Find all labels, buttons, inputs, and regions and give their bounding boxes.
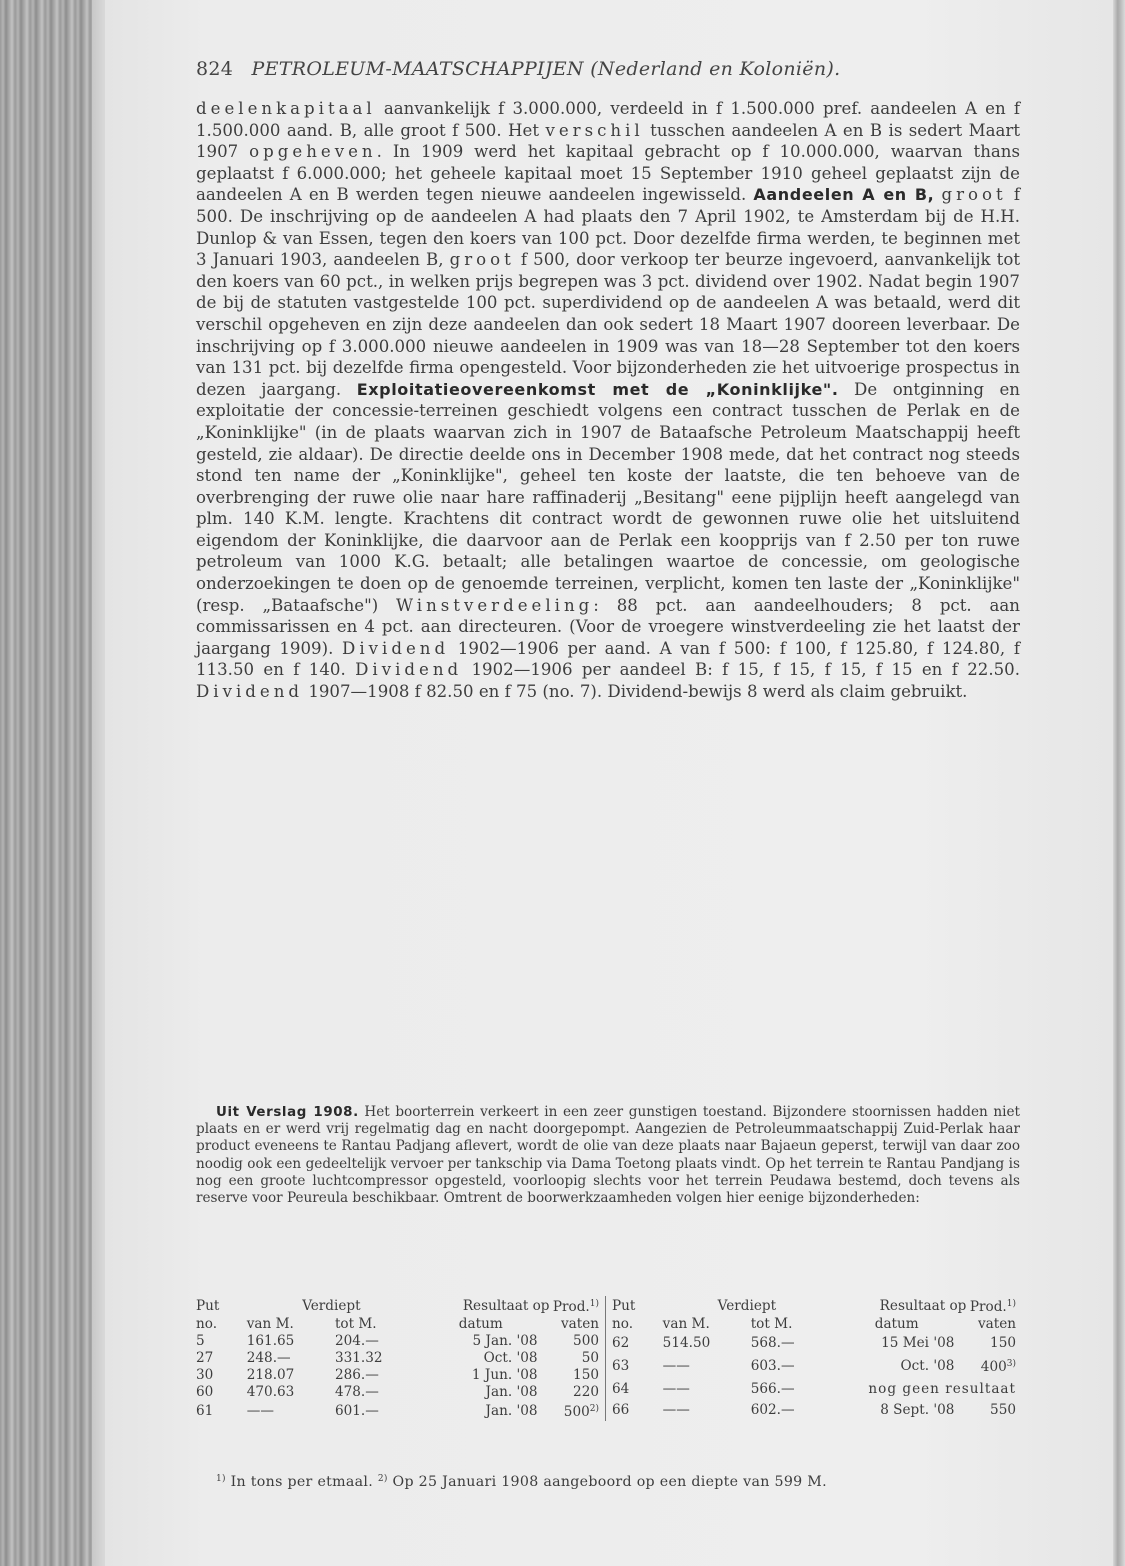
text-run: aanvankelijk f 3.000.000, verdeeld in f 1.500.000 pref. aandeelen A en f 1.500.000 aand. B, alle groot f 500. Het (196, 99, 1020, 140)
cell-put-no: 66 (612, 1401, 630, 1418)
table-row (612, 1379, 1022, 1400)
spaced-emphasis-run: Dividend (355, 660, 463, 680)
running-header (196, 58, 1026, 80)
paragraph-company-details (196, 98, 1020, 703)
cell-put-no: 63 (612, 1357, 630, 1374)
text-run: tusschen aandeelen A en B is sedert Maart 1907 (196, 120, 1020, 162)
header-datum: datum (458, 1316, 503, 1332)
text-run: 1902—1906 per aand. A van f 500: f 100, f 125.80, f 124.80, f 113.50 en f 140. (196, 638, 1020, 680)
header-resultaat: Resultaat op (879, 1297, 967, 1314)
cell-datum: 8 Sept. '08 (880, 1401, 955, 1418)
cell-van: 470.63 (246, 1384, 295, 1400)
header-datum: datum (874, 1316, 919, 1332)
book-binding-gutter (0, 0, 105, 1566)
cell-van: 248.— (246, 1350, 291, 1366)
table-row (196, 1384, 606, 1401)
text-run: f 500. De inschrijving op de aandeelen A had plaats den 7 April 1902, te Amsterdam bij de H.H. Dunlop & van Essen, tegen den koers van 100 pct. Door dezelfde firma werden, te beginnen met 3 Januari 1903, aandeelen B, (196, 185, 1020, 270)
cell-vaten: 550 (990, 1401, 1016, 1418)
header-put: Put (612, 1297, 636, 1314)
cell-tot: 331.32 (334, 1350, 383, 1366)
cell-tot: 204.— (334, 1333, 379, 1349)
cell-van: 161.65 (246, 1333, 295, 1349)
spaced-emphasis-run: Dividend (342, 638, 450, 658)
cell-van: 218.07 (246, 1367, 295, 1383)
footnote-mark: 3) (1006, 1359, 1016, 1370)
cell-put-no: 61 (196, 1402, 214, 1419)
header-vaten: vaten (977, 1316, 1016, 1332)
well-table (196, 1296, 1022, 1421)
well-table-right (612, 1296, 1022, 1421)
cell-tot: 603.— (750, 1357, 795, 1374)
text-run: . In 1909 werd het kapitaal gebracht op f 10.000.000, waarvan thans geplaatst f 6.000.000; het geheele kapitaal moet 15 September 1910 geheel geplaatst zijn de aandeelen A en B werden tegen nieuwe aandeelen ingewisseld. (196, 142, 1020, 205)
table-body-right (612, 1333, 1022, 1421)
header-verdiept: Verdiept (717, 1297, 777, 1314)
table-row (196, 1350, 606, 1367)
footnote-mark: 2) (589, 1404, 599, 1414)
cell-van: —— (246, 1402, 274, 1419)
cell-put-no: 62 (612, 1335, 630, 1352)
cell-put-no: 5 (196, 1333, 205, 1349)
cell-vaten: 400$^{3)}$ (980, 1359, 1016, 1376)
spaced-emphasis-run: deelenkapitaal (196, 99, 376, 118)
header-resultaat: Resultaat op (462, 1297, 550, 1314)
cell-vaten: 500 (573, 1333, 599, 1349)
cell-datum: Oct. '08 (900, 1357, 955, 1374)
cell-datum: Jan. '08 (485, 1384, 538, 1400)
header-prod: Prod.$^{1)}$ (969, 1299, 1016, 1315)
bold-heading-run: Aandeelen A en B, (753, 185, 935, 205)
cell-datum: 1 Jun. '08 (471, 1367, 538, 1383)
text-run: : 88 pct. aan aandeelhouders; 8 pct. aan commissarissen en 4 pct. aan directeuren. (Voor de vroegere winstverdeeling zie het laatst der jaargang 1909). (196, 595, 1020, 658)
cell-datum: 5 Jan. '08 (472, 1333, 538, 1349)
cell-van: —— (662, 1357, 690, 1374)
text-run: f 500, door verkoop ter beurze ingevoerd, aanvankelijk tot den koers van 60 pct., in welken prijs begrepen was 3 pct. dividend over 1902. Nadat begin 1907 de bij de statuten vastgestelde 100 pct. superdividend op de aandeelen A was betaald, werd dit verschil opgeheven en zijn deze aandeelen dan ook sedert 18 Maart 1907 dooreen leverbaar. De inschrijving op f 3.000.000 nieuwe aandeelen in 1909 was van 18—28 September tot den koers van 131 pct. bij dezelfde firma opengesteld. Voor bijzonderheden zie het uitvoerige prospectus in dezen jaargang. (196, 250, 1020, 399)
cell-tot: 568.— (750, 1335, 795, 1352)
cell-vaten: 150 (990, 1335, 1016, 1352)
table-row (196, 1367, 606, 1384)
well-table-left (196, 1296, 606, 1421)
main-text (196, 98, 1020, 703)
report-section (196, 1104, 1020, 1207)
footnote-1-mark: 1) (216, 1474, 226, 1484)
spaced-emphasis-run: opgeheven (249, 142, 377, 162)
cell-datum: 15 Mei '08 (881, 1335, 955, 1352)
header-put: Put (196, 1297, 220, 1314)
spaced-emphasis-run: Dividend (196, 682, 304, 702)
table-subheader-row (196, 1316, 606, 1333)
cell-put-no: 60 (196, 1384, 214, 1400)
report-paragraph (196, 1104, 1020, 1207)
header-prod: Prod.$^{1)}$ (552, 1299, 599, 1315)
cell-tot: 566.— (750, 1380, 795, 1397)
cell-datum: Jan. '08 (485, 1402, 538, 1419)
cell-tot: 478.— (334, 1384, 379, 1400)
header-tot: tot M. (334, 1316, 377, 1332)
cell-van: 514.50 (662, 1335, 711, 1352)
table-header-row (196, 1296, 606, 1316)
spaced-emphasis-run: verschil (545, 120, 644, 140)
text-run: 1902—1906 per aandeel B: f 15, f 15, f 15, f 15 en f 22.50. (462, 660, 1021, 680)
table-row (612, 1354, 1022, 1379)
spaced-emphasis-run: groot (449, 250, 515, 270)
cell-vaten: 220 (573, 1384, 599, 1400)
bold-heading-run: Exploitatieovereenkomst met de „Koninklijke". (356, 379, 839, 399)
spaced-emphasis-run: groot (941, 185, 1007, 205)
spaced-emphasis-run: Winstverdeeling (396, 595, 594, 615)
footnote-2-mark: 2) (377, 1474, 388, 1484)
header-no: no. (612, 1316, 634, 1332)
cell-tot: 286.— (334, 1367, 379, 1383)
cell-put-no: 30 (196, 1367, 214, 1383)
text-run: 1907—1908 f 82.50 en f 75 (no. 7). Dividend-bewijs 8 werd als claim gebruikt. (303, 682, 968, 702)
cell-van: —— (662, 1380, 690, 1397)
header-no: no. (196, 1316, 218, 1332)
table-row (612, 1333, 1022, 1354)
running-title: PETROLEUM-MAATSCHAPPIJEN (Nederland en Koloniën). (251, 58, 841, 80)
cell-datum: Oct. '08 (483, 1350, 538, 1366)
cell-vaten: 50 (581, 1350, 599, 1366)
header-tot: tot M. (750, 1316, 793, 1332)
table-header-row (612, 1296, 1022, 1316)
table-row (612, 1400, 1022, 1421)
page-edge (1113, 0, 1125, 1566)
report-heading: Uit Verslag 1908. (216, 1105, 359, 1120)
cell-vaten: 150 (573, 1367, 599, 1383)
cell-tot: 602.— (750, 1401, 795, 1418)
cell-van: —— (662, 1401, 690, 1418)
header-van: van M. (246, 1316, 294, 1332)
header-vaten: vaten (560, 1316, 599, 1332)
table-row (196, 1401, 606, 1421)
table-footnotes (196, 1474, 1042, 1490)
report-text: Het boorterrein verkeert in een zeer gunstigen toestand. Bijzondere stoornissen hadden niet plaats en er werd vrij regelmatig dag en nacht doorgepompt. Aangezien de Petroleummaatschappij Zuid-Perlak haar product eveneens te Rantau Padjang aflevert, wordt de olie van deze plaats naar Bajaeun geperst, terwijl van daar zoo noodig ook een gedeeltelijk vervoer per tankschip via Dama Toetong plaats vindt. Op het terrein te Rantau Pandjang is nog een groote luchtcompressor opgesteld, voorloopig slechts voor het terrein Peudawa bestemd, doch tevens als reserve voor Peureula beschikbaar. Omtrent de boorwerkzaamheden volgen hier eenige bijzonderheden: (196, 1104, 1020, 1207)
footnote-1-text: In tons per etmaal. (225, 1474, 378, 1490)
table-subheader-row (612, 1316, 1022, 1333)
text-run: De ontginning en exploitatie der concessie-terreinen geschiedt volgens een contract tusschen de Perlak en de „Koninklijke" (in de plaats waarvan zich in 1907 de Bataafsche Petroleum Maatschappij heeft gesteld, zie aldaar). De directie deelde ons in December 1908 mede, dat het contract nog steeds stond ten name der „Koninklijke", geheel ten koste der laatste, die ten behoeve van de overbrenging der ruwe olie naar hare raffinaderij „Besitang" eene pijplijn heeft aangelegd van plm. 140 K.M. lengte. Krachtens dit contract wordt de gewonnen ruwe olie het uitsluitend eigendom der Koninklijke, die daarvoor aan de Perlak een koopprijs van f 2.50 per ton ruwe petroleum van 1000 K.G. betaalt; alle betalingen waartoe de concessie, om geologische onderzoekingen te doen op de genoemde terreinen, verplicht, komen ten laste der „Koninklijke" (resp. „Bataafsche") (196, 379, 1020, 615)
cell-tot: 601.— (334, 1402, 379, 1419)
footnote-2-text: Op 25 Januari 1908 aangeboord op een diepte van 599 M. (387, 1474, 827, 1490)
table-row (196, 1333, 606, 1350)
page-number: 824 (196, 58, 234, 80)
cell-vaten: 500$^{2)}$ (563, 1404, 599, 1420)
cell-result: nog geen resultaat (868, 1380, 1016, 1397)
header-verdiept: Verdiept (302, 1297, 361, 1314)
header-van: van M. (662, 1316, 710, 1332)
cell-put-no: 64 (612, 1380, 630, 1397)
table-body-left (196, 1333, 606, 1421)
cell-put-no: 27 (196, 1350, 214, 1366)
